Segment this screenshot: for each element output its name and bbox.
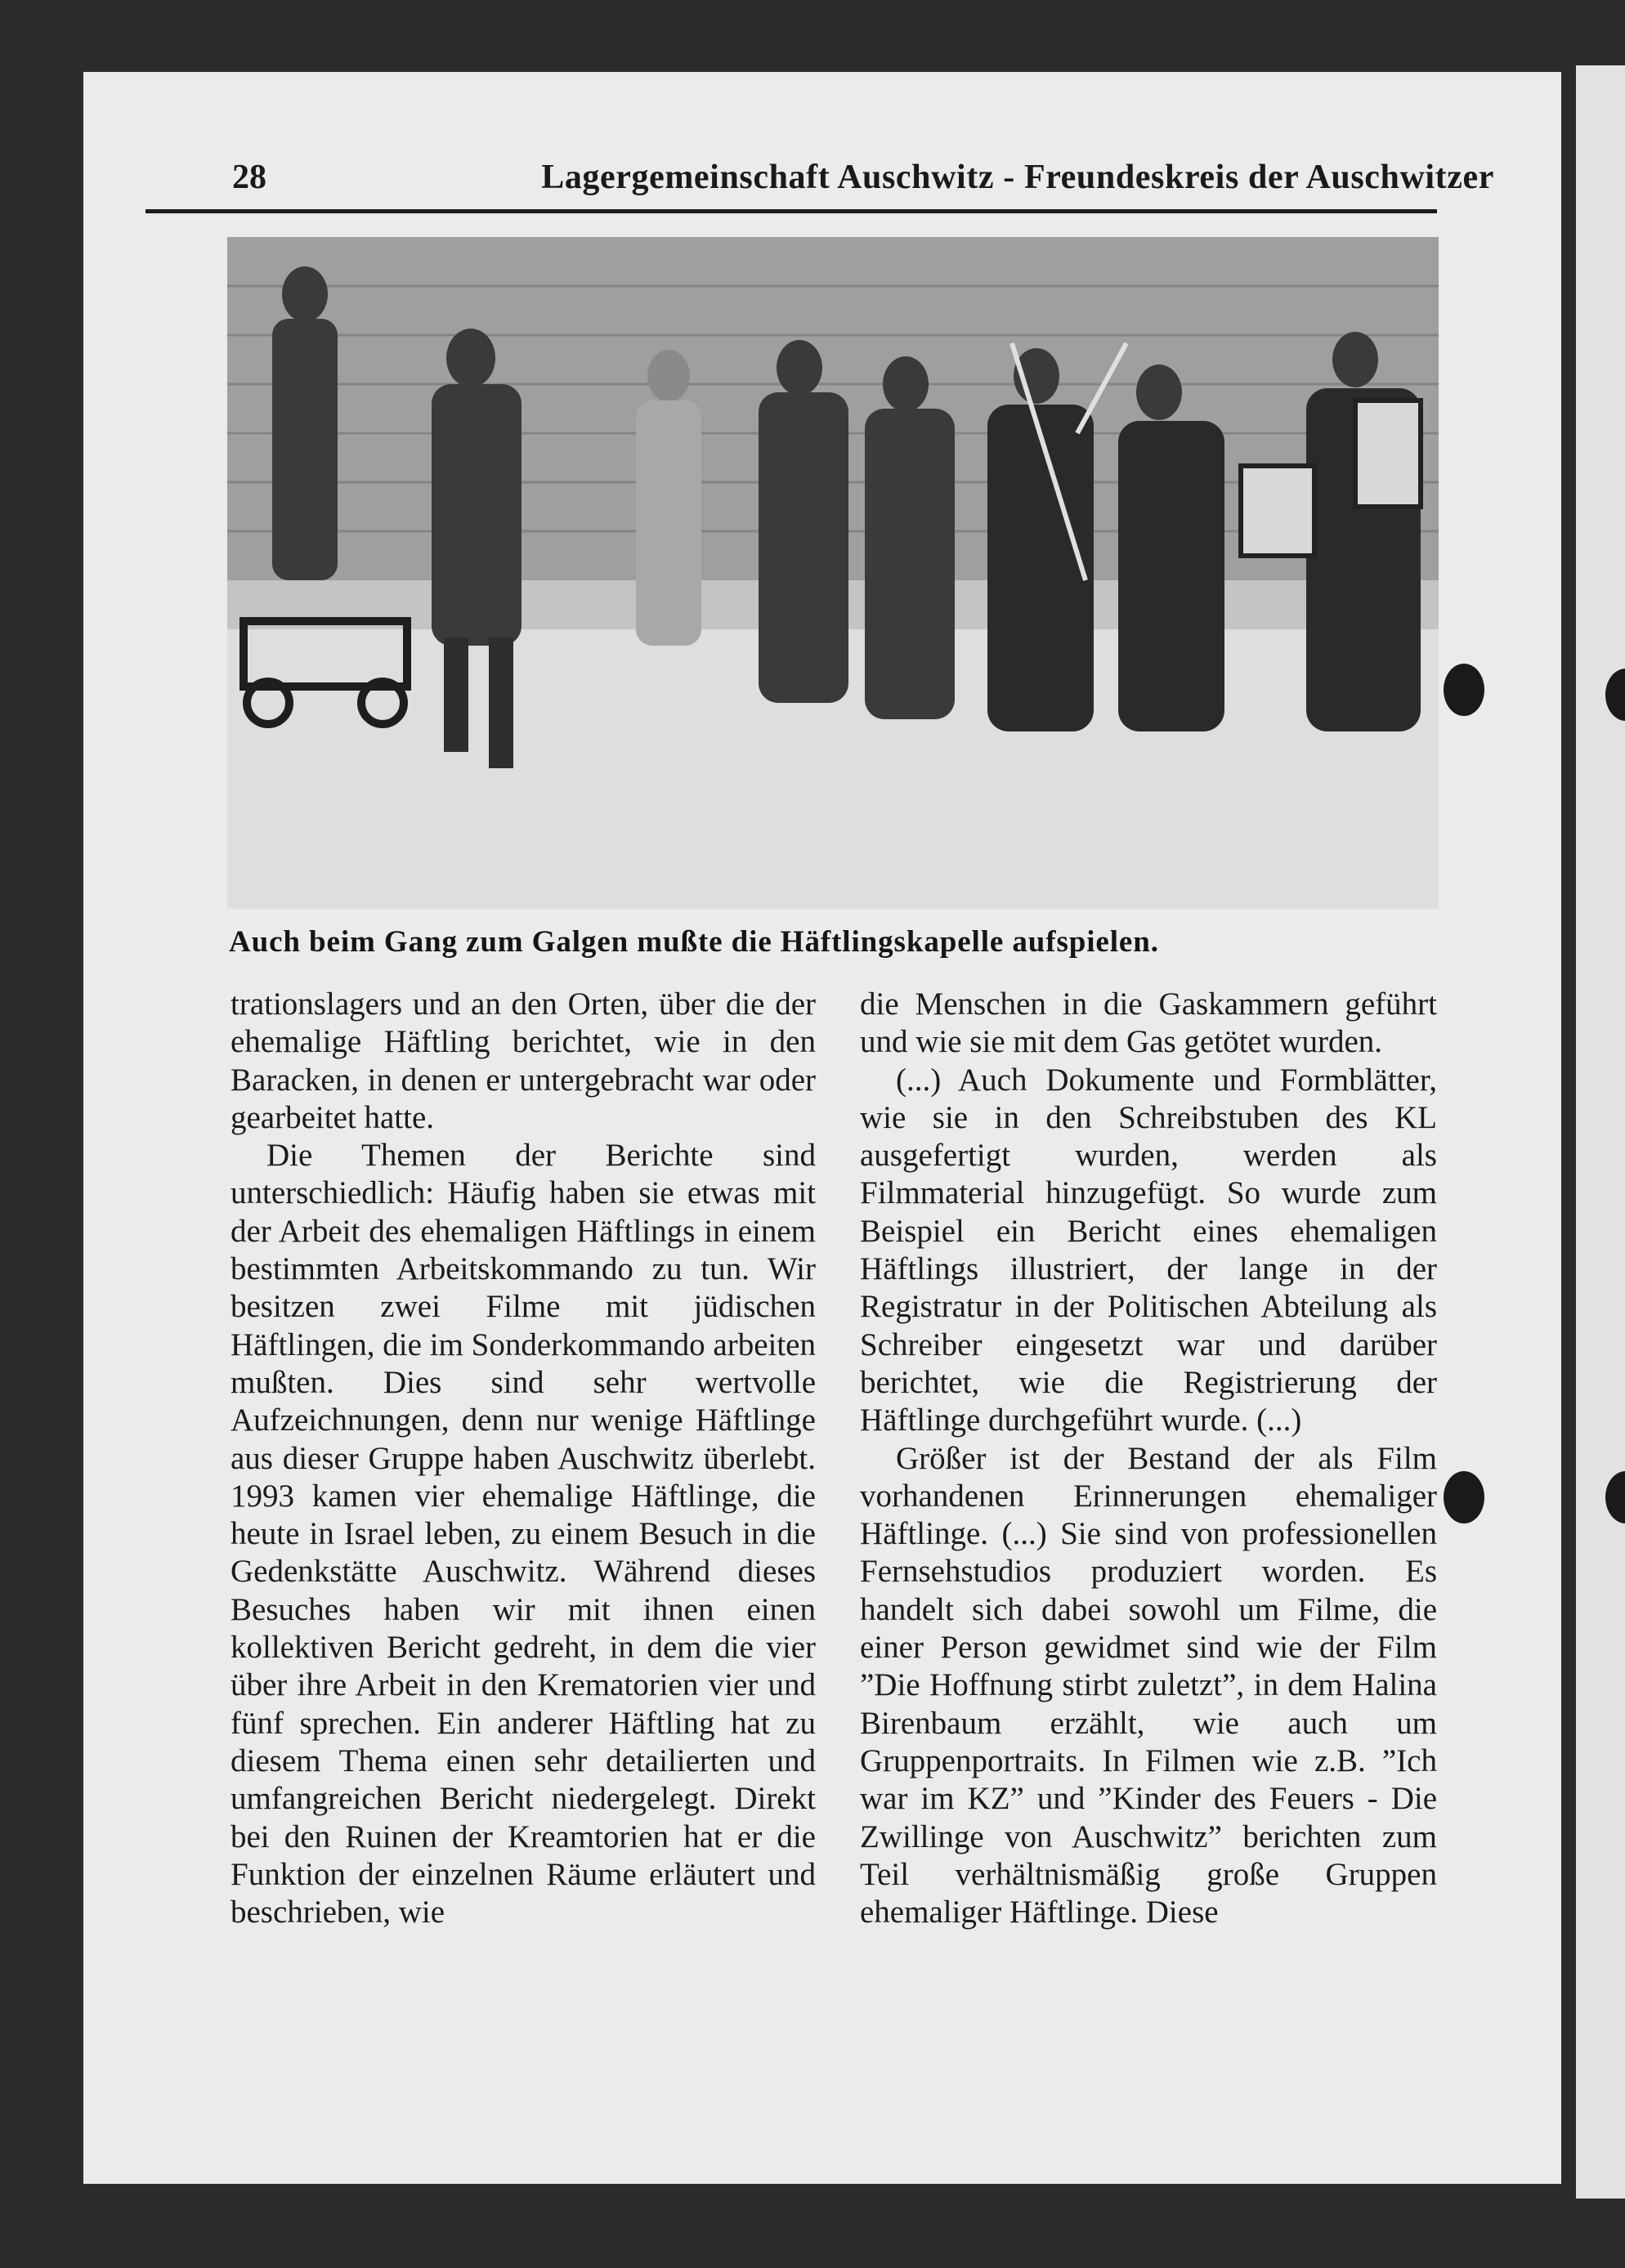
paragraph: Die Themen der Berichte sind unterschiedlich: Häufig haben sie etwas mit der Arbeit des ehemaligen Häftlings in einem bestimmten Arbeitskommando zu tun. Wir besitzen zwei Filme mit jüdischen Häftlingen, die im Sonderkommando arbeiten mußten. Dies sind sehr wertvolle Aufzeichnungen, denn nur wenige Häftlinge aus dieser Gruppe haben Auschwitz überlebt. 1993 kamen vier ehemalige Häftlinge, die heute in Israel leben, zu einem Besuch in die Gedenkstätte Auschwitz. Während dieses Besuches haben wir mit ihnen einen kollektiven Bericht gedreht, in dem die vier über ihre Arbeit in den Krematorien vier und fünf sprechen. Ein anderer Häftling hat zu diesem Thema einen sehr detailierten und umfangreichen Bericht niedergelegt. Direkt bei den Ruinen der Kreamtorien hat er die Funktion der einzelnen Räume erläutert und beschrieben, wie xyxy=(231,1138,816,1930)
paragraph: trationslagers und an den Orten, über die der ehemalige Häftling berichtet, wie in den Baracken, in denen er untergebracht war oder gearbeitet hatte. xyxy=(231,986,816,1135)
paragraph: die Menschen in die Gaskammern geführt und wie sie mit dem Gas getötet wurden. xyxy=(860,986,1437,1060)
page-header xyxy=(145,152,1494,213)
paragraph: (...) Auch Dokumente und Formblätter, wie sie in den Schreibstuben des KL ausgefertigt wurden, werden als Filmmaterial hinzugefügt. So wurde zum Beispiel ein Bericht eines ehemaligen Häftlings illustriert, der lange in der Registratur in der Politischen Abteilung als Schreiber eingesetzt war und darüber berichtet, wie die Registrierung der Häftlinge durchgeführt wurde. (...) xyxy=(860,1062,1437,1438)
paragraph: Größer ist der Bestand der als Film vorhandenen Erinnerungen ehemaliger Häftlinge. (...) Sie sind von professionellen Fernsehstudios produziert worden. Es handelt sich dabei sowohl um Filme, die einer Person gewidmet sind wie der Film ”Die Hoffnung stirbt zuletzt”, in dem Halina Birenbaum erzählt, wie auch um Gruppenportraits. In Filmen wie z.B. ”Ich war im KZ” und ”Kinder des Feuers - Die Zwillinge von Auschwitz” berichten zum Teil verhältnismäßig große Gruppen ehemaliger Häftlinge. Diese xyxy=(860,1440,1437,1930)
binder-hole-top xyxy=(1444,664,1484,716)
adjacent-page-edge xyxy=(1576,65,1625,2199)
text-column-left xyxy=(231,986,816,1931)
running-title: Lagergemeinschaft Auschwitz - Freundeskreis der Auschwitzer xyxy=(541,159,1494,196)
photo-prisoner-band xyxy=(227,237,1439,909)
page-number: 28 xyxy=(232,159,266,196)
photo-caption: Auch beim Gang zum Galgen mußte die Häftlingskapelle aufspielen. xyxy=(229,925,1159,959)
text-column-right xyxy=(860,986,1437,1931)
binder-hole-bottom xyxy=(1444,1471,1484,1523)
